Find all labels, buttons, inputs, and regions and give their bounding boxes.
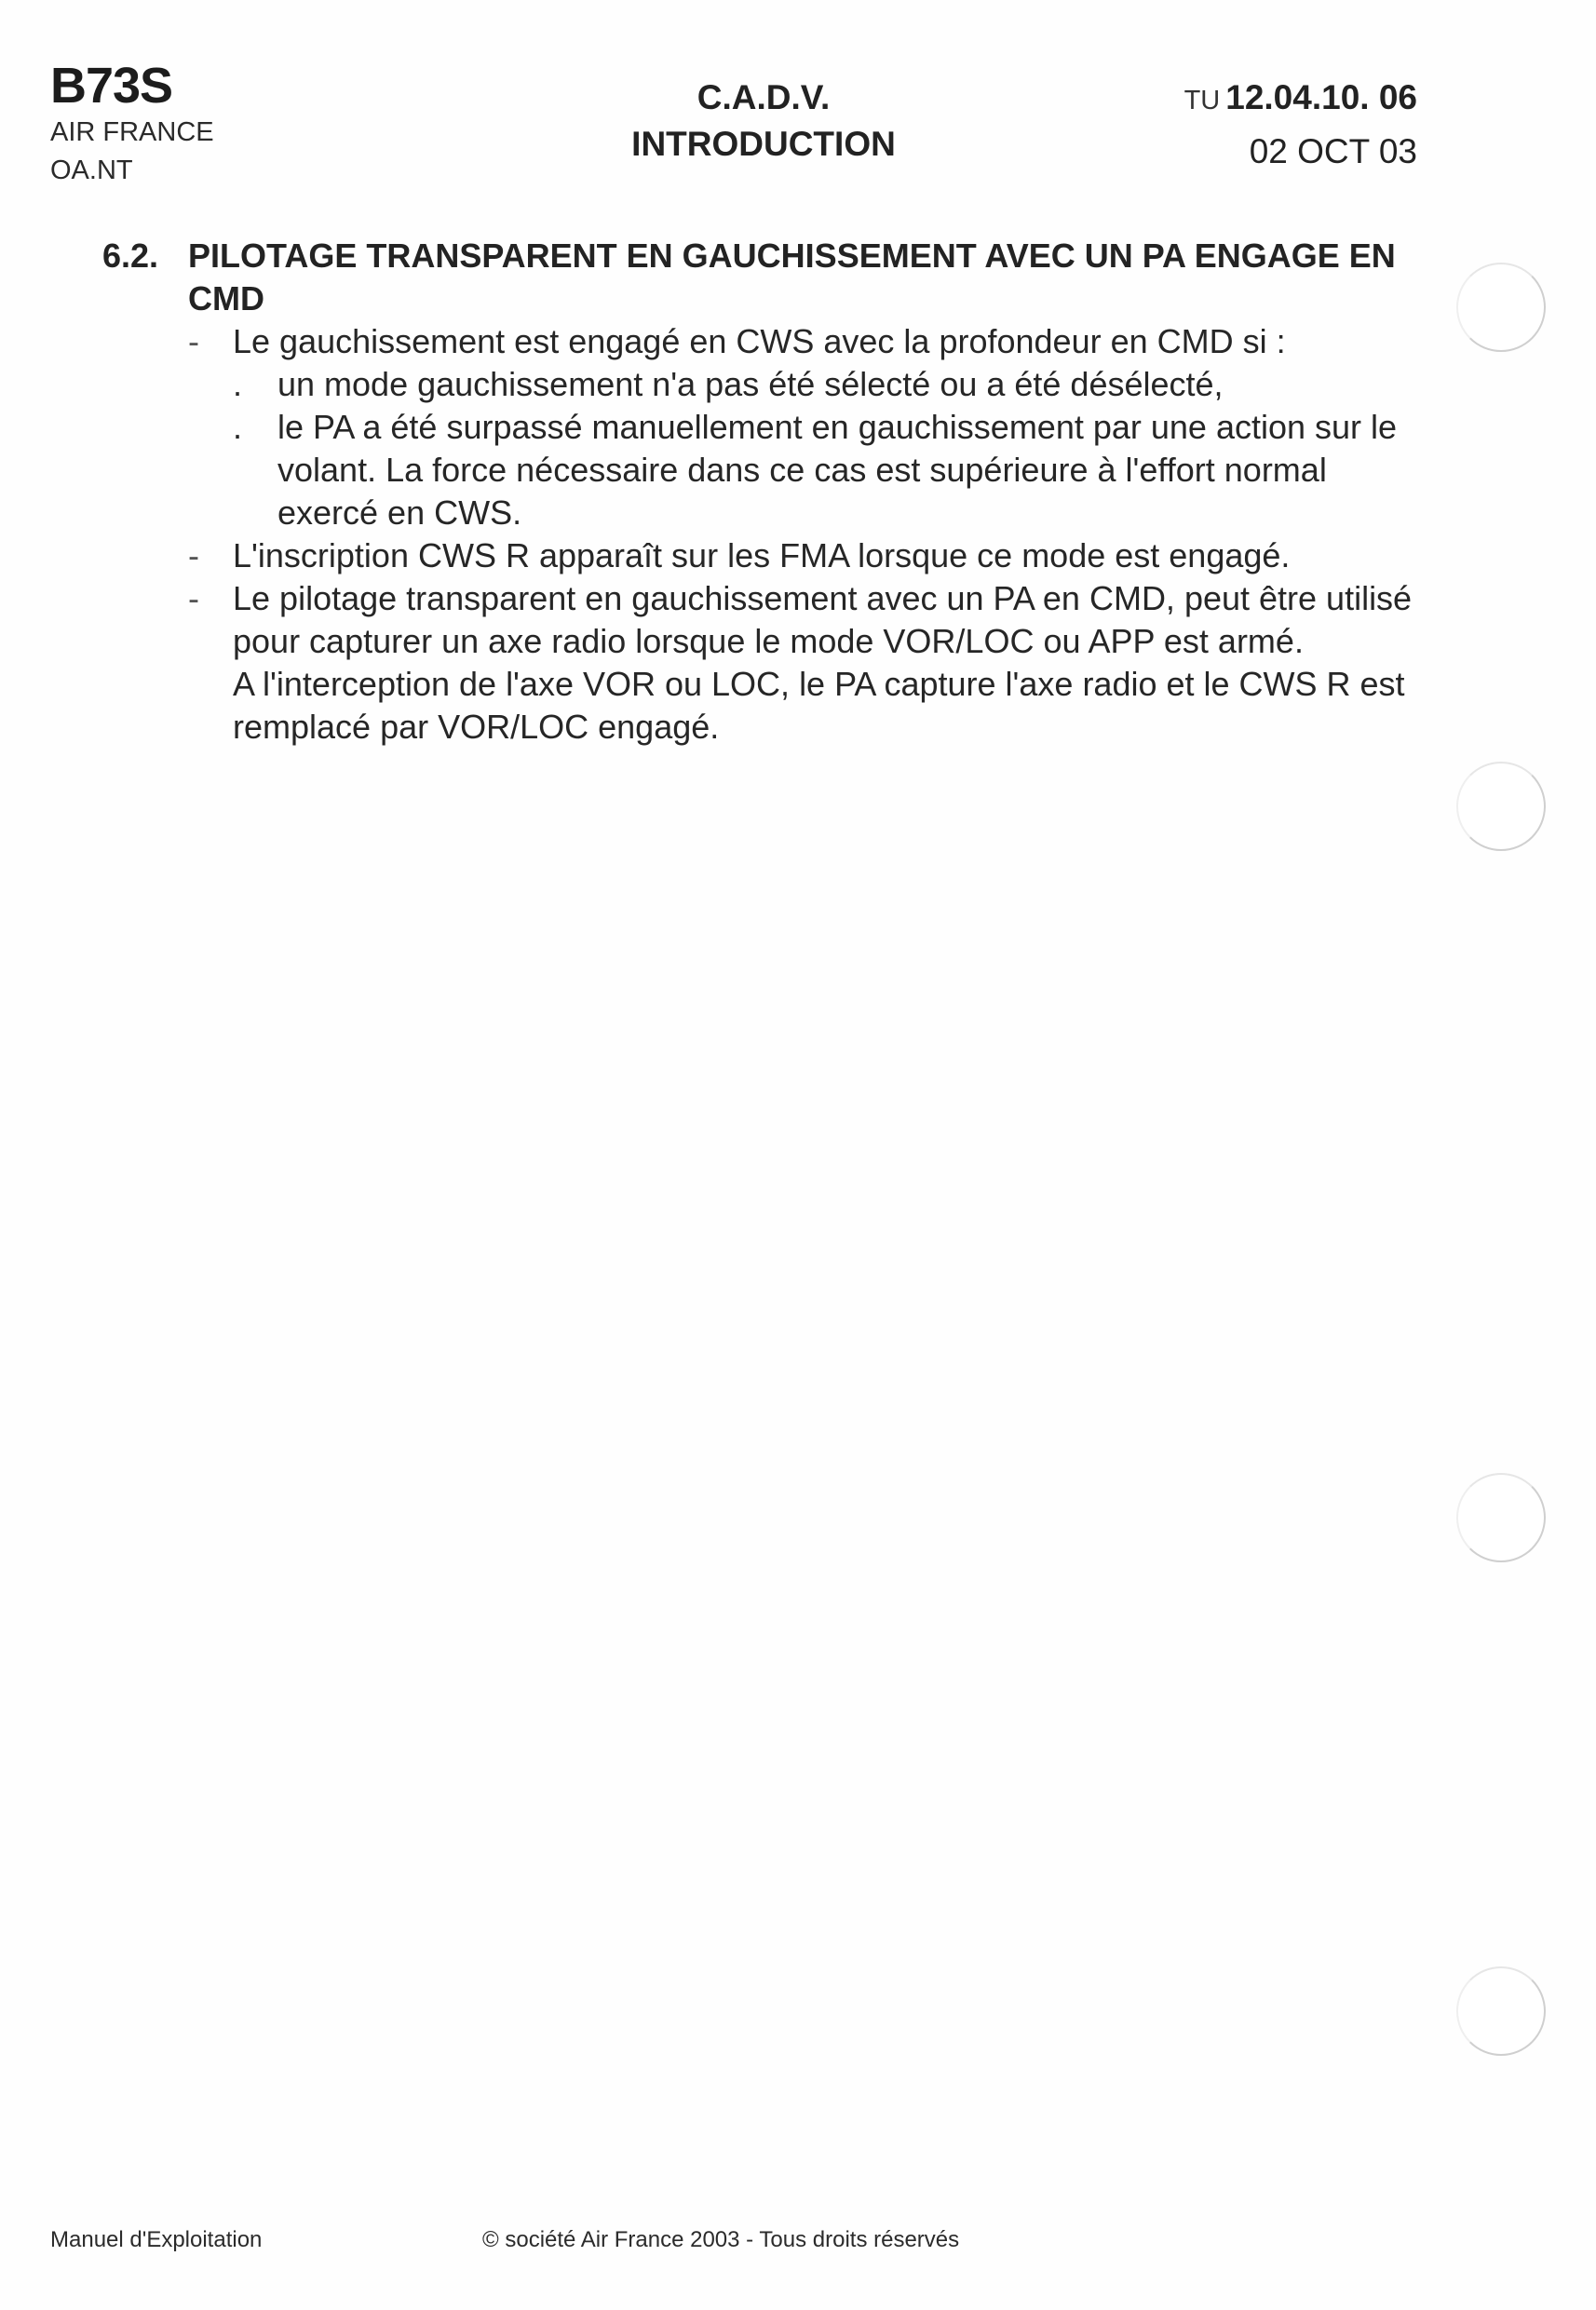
sub-item-text: un mode gauchissement n'a pas été sélecté ou a été désélecté, xyxy=(277,365,1224,403)
binder-hole xyxy=(1456,263,1546,352)
section-body xyxy=(102,320,1425,749)
binder-hole xyxy=(1456,1966,1546,2056)
footer-manual: Manuel d'Exploitation xyxy=(50,2227,263,2252)
closing-paragraph: A l'interception de l'axe VOR ou LOC, le PA capture l'axe radio et le CWS R est remplacé par VOR/LOC engagé. xyxy=(233,665,1405,746)
footer-copyright: © société Air France 2003 - Tous droits réservés xyxy=(482,2227,960,2252)
manual-title: C.A.D.V. xyxy=(697,78,831,116)
sub-bullet: . xyxy=(233,408,243,446)
revision-code: 12.04.10. 06 xyxy=(1225,78,1417,116)
list-item-text: L'inscription CWS R apparaît sur les FMA lorsque ce mode est engagé. xyxy=(233,536,1291,574)
binder-hole xyxy=(1456,762,1546,851)
header-left xyxy=(50,58,214,190)
list-bullet: - xyxy=(188,536,199,574)
section-number: 6.2. xyxy=(102,236,159,275)
list-bullet: - xyxy=(188,322,199,360)
division-code: OA.NT xyxy=(50,155,133,185)
company-name: AIR FRANCE xyxy=(50,117,214,147)
list-item-text: Le gauchissement est engagé en CWS avec la profondeur en CMD si : xyxy=(233,322,1286,360)
header-right xyxy=(1184,74,1417,175)
list-item xyxy=(188,577,1425,663)
doc-code: B73S xyxy=(50,58,173,114)
section-title: PILOTAGE TRANSPARENT EN GAUCHISSEMENT AVEC UN PA ENGAGE EN CMD xyxy=(188,236,1396,317)
revision-date: 02 OCT 03 xyxy=(1249,132,1417,170)
list-bullet: - xyxy=(188,579,199,617)
list-item xyxy=(188,320,1425,534)
binder-hole xyxy=(1456,1473,1546,1562)
sub-bullet: . xyxy=(233,365,243,403)
revision-line xyxy=(1184,74,1417,128)
sub-item-text: le PA a été surpassé manuellement en gauchissement par une action sur le volant. La force nécessaire dans ce cas est supérieure à l'effort normal exercé en CWS. xyxy=(277,408,1398,532)
list-item xyxy=(188,534,1425,577)
sub-item xyxy=(233,363,1425,406)
sub-item xyxy=(233,406,1425,534)
header-center xyxy=(577,74,950,168)
revision-prefix: TU xyxy=(1183,86,1221,115)
section-heading xyxy=(102,235,1425,320)
chapter-title: INTRODUCTION xyxy=(631,125,896,163)
section xyxy=(102,235,1425,749)
list-item-text: Le pilotage transparent en gauchissement avec un PA en CMD, peut être utilisé pour capturer un axe radio lorsque le mode VOR/LOC ou APP est armé. xyxy=(233,579,1413,660)
